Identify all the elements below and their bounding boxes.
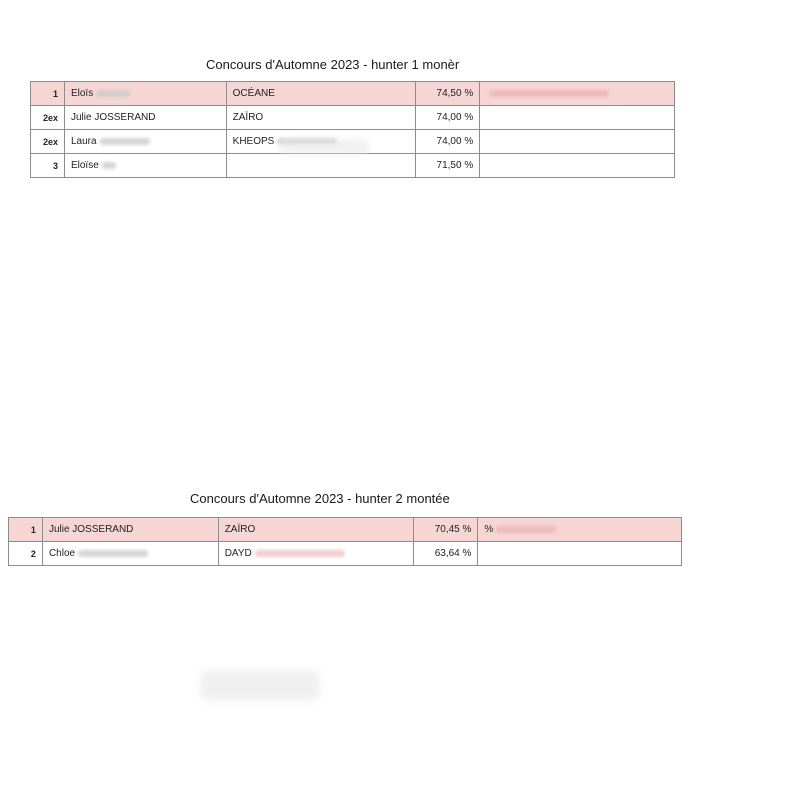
table-row	[31, 82, 675, 106]
score-cell: 74,00 %	[416, 130, 480, 154]
horse-name: KHEOPS	[232, 136, 275, 147]
table-row	[31, 106, 675, 130]
horse-cell	[218, 542, 414, 566]
results-table-hunter-1	[30, 81, 675, 178]
extra-cell	[480, 154, 675, 178]
extra-text: %	[484, 524, 494, 535]
rank-cell: 2ex	[31, 106, 65, 130]
rider-cell: Julie JOSSERAND	[42, 518, 218, 542]
score-cell: 71,50 %	[416, 154, 480, 178]
horse-cell: ZAÏRO	[226, 106, 416, 130]
redaction-blur	[489, 90, 609, 97]
horse-cell: OCÉANE	[226, 82, 416, 106]
extra-cell	[480, 82, 675, 106]
results-table-hunter-2	[8, 517, 682, 566]
redaction-blur	[102, 162, 116, 169]
rider-name: Eloïs	[70, 88, 94, 99]
redaction-blur	[100, 138, 150, 145]
rider-cell	[42, 542, 218, 566]
rider-cell: Julie JOSSERAND	[64, 106, 226, 130]
horse-name: DAYD	[224, 548, 252, 559]
rider-cell	[64, 154, 226, 178]
score-cell: 70,45 %	[414, 518, 478, 542]
rider-name: Eloïse	[70, 160, 99, 171]
horse-cell	[226, 154, 416, 178]
rank-cell: 1	[31, 82, 65, 106]
rider-name: Laura	[70, 136, 97, 147]
redaction-blur	[96, 90, 130, 97]
table-row	[9, 542, 682, 566]
extra-cell	[478, 518, 682, 542]
table2-title: Concours d'Automne 2023 - hunter 2 montée	[190, 491, 450, 506]
score-cell: 74,50 %	[416, 82, 480, 106]
rider-cell	[64, 130, 226, 154]
horse-cell: ZAÏRO	[218, 518, 414, 542]
table-row	[9, 518, 682, 542]
extra-cell	[480, 130, 675, 154]
rider-cell	[64, 82, 226, 106]
rank-cell: 2	[9, 542, 43, 566]
rank-cell: 3	[31, 154, 65, 178]
table1-title: Concours d'Automne 2023 - hunter 1 monèr	[206, 57, 460, 72]
score-cell: 74,00 %	[416, 106, 480, 130]
rank-cell: 1	[9, 518, 43, 542]
score-cell: 63,64 %	[414, 542, 478, 566]
redaction-blur	[496, 526, 556, 533]
redaction-blur	[255, 550, 345, 557]
rank-cell: 2ex	[31, 130, 65, 154]
redaction-smear	[280, 140, 370, 154]
extra-cell	[480, 106, 675, 130]
rider-name: Chloe	[48, 548, 76, 559]
redaction-blur	[78, 550, 148, 557]
table-row	[31, 154, 675, 178]
extra-cell	[478, 542, 682, 566]
redaction-smear	[200, 670, 320, 700]
